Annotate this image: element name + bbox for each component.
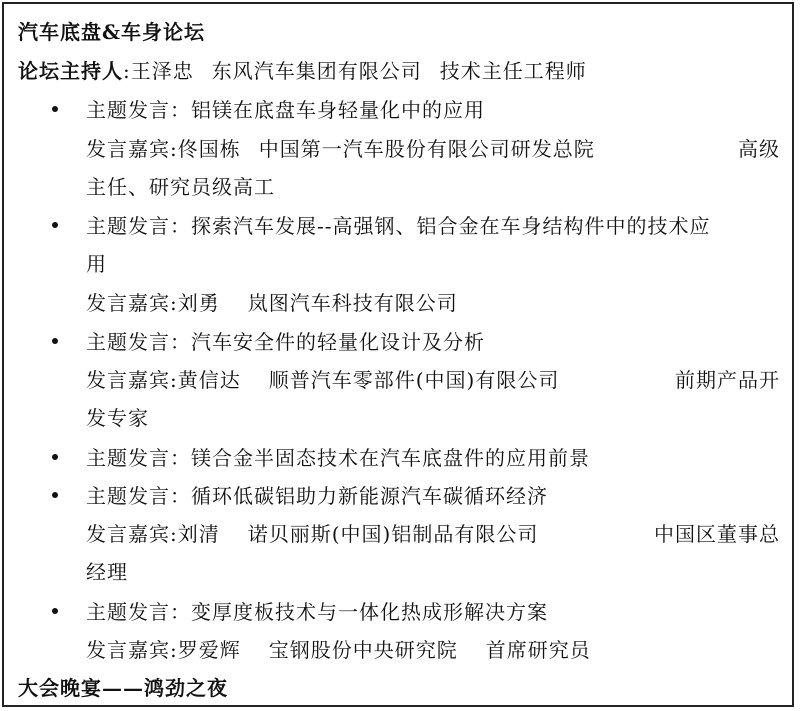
bullet-icon (52, 492, 62, 502)
speaker-role: 中国区董事总 (654, 522, 780, 546)
topic-text: 镁合金半固态技术在汽车底盘件的应用前景 (191, 446, 590, 470)
talk-speaker (86, 636, 591, 664)
talk-speaker (86, 366, 780, 394)
talk-topic (86, 482, 548, 510)
speaker-label: 发言嘉宾: (86, 522, 178, 546)
talk-speaker (86, 520, 780, 548)
topic-text: 汽车安全件的轻量化设计及分析 (191, 330, 485, 354)
topic-label: 主题发言： (86, 214, 191, 238)
speaker-company: 中国第一汽车股份有限公司研发总院 (258, 137, 595, 161)
bullet-icon (52, 454, 62, 464)
speaker-role-continued: 发专家 (86, 406, 149, 430)
speaker-label: 发言嘉宾: (86, 291, 178, 315)
speaker-role-continued: 经理 (86, 560, 128, 584)
topic-text: 变厚度板技术与一体化热成形解决方案 (191, 600, 548, 624)
speaker-name: 刘勇 (177, 291, 220, 315)
talk-topic (86, 212, 711, 240)
topic-text: 铝镁在底盘车身轻量化中的应用 (191, 98, 485, 122)
speaker-name: 佟国栋 (177, 137, 241, 161)
bullet-icon (52, 608, 62, 618)
bullet-icon (52, 106, 62, 116)
speaker-name: 刘清 (177, 522, 220, 546)
topic-text: 探索汽车发展--高强钢、铝合金在车身结构件中的技术应 (191, 214, 711, 238)
speaker-name: 罗爱辉 (177, 638, 241, 662)
speaker-label: 发言嘉宾: (86, 368, 178, 392)
topic-label: 主题发言： (86, 98, 191, 122)
bullet-icon (52, 338, 62, 348)
bullet-icon (52, 222, 62, 232)
host-label: 论坛主持人 (18, 59, 123, 83)
talk-topic (86, 96, 485, 124)
speaker-name: 黄信达 (177, 368, 241, 392)
host-role: 技术主任工程师 (439, 59, 587, 83)
topic-text: 循环低碳铝助力新能源汽车碳循环经济 (191, 484, 548, 508)
speaker-label: 发言嘉宾: (86, 137, 178, 161)
section-title: 汽车底盘&车身论坛 (18, 20, 206, 44)
speaker-role: 前期产品开 (675, 368, 780, 392)
talk-topic (86, 598, 548, 626)
host-separator: : (123, 59, 131, 83)
topic-text-continued: 用 (86, 252, 107, 276)
topic-label: 主题发言： (86, 484, 191, 508)
speaker-company: 诺贝丽斯(中国)铝制品有限公司 (247, 522, 539, 546)
host-company: 东风汽车集团有限公司 (211, 59, 422, 83)
speaker-company: 顺普汽车零部件(中国)有限公司 (268, 368, 560, 392)
topic-label: 主题发言： (86, 600, 191, 624)
speaker-role: 高级 (738, 137, 780, 161)
topic-label: 主题发言： (86, 330, 191, 354)
speaker-company: 岚图汽车科技有限公司 (247, 291, 458, 315)
talk-speaker (86, 135, 780, 163)
speaker-company: 宝钢股份中央研究院 (268, 638, 458, 662)
host-name: 王泽忠 (130, 59, 194, 83)
speaker-label: 发言嘉宾: (86, 638, 178, 662)
speaker-role-continued: 主任、研究员级高工 (86, 175, 275, 199)
forum-host (18, 57, 587, 85)
talk-topic (86, 328, 485, 356)
talk-topic (86, 444, 590, 472)
talk-speaker (86, 289, 458, 317)
topic-label: 主题发言： (86, 446, 191, 470)
speaker-role: 首席研究员 (485, 638, 591, 662)
banquet-title: 大会晚宴——鸿劲之夜 (18, 676, 228, 700)
